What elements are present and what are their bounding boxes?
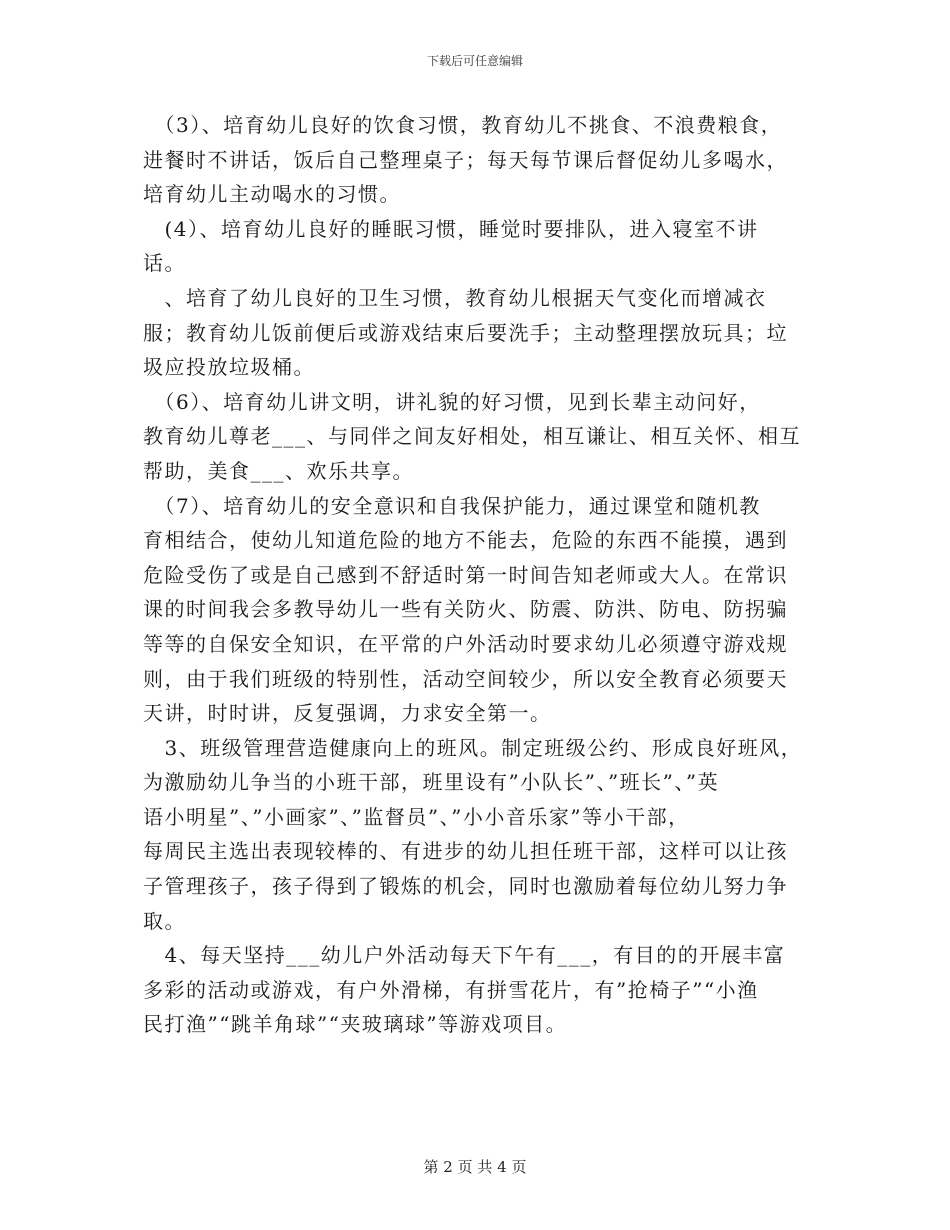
text-line: （7）、培育幼儿的安全意识和自我保护能力，通过课堂和随机教 (143, 493, 761, 518)
paragraph-class-management (143, 731, 815, 939)
text-line: 服；教育幼儿饭前便后或游戏结束后要洗手；主动整理摆放玩具；垃 (143, 320, 788, 345)
text-line: 帮助，美食___、欢乐共享。 (143, 458, 414, 483)
page-number-footer: 第 2 页 共 4 页 (423, 1158, 527, 1176)
paragraph-hygiene-habits (143, 281, 815, 385)
text-line: 培育幼儿主动喝水的习惯。 (143, 182, 401, 207)
text-line: 语小明星”、”小画家”、”监督员”、”小小音乐家”等小干部， (143, 804, 690, 829)
page-header: 下载后可任意编辑 (426, 54, 523, 68)
text-line: 子管理孩子，孩子得到了锻炼的机会，同时也激励着每位幼儿努力争 (143, 874, 788, 899)
paragraph-manners (143, 385, 815, 489)
text-line: 危险受伤了或是自己感到不舒适时第一时间告知老师或大人。在常识 (143, 562, 788, 587)
document-body (143, 108, 815, 1042)
text-line: 话。 (143, 251, 186, 276)
paragraph-safety (143, 489, 815, 731)
text-line: （3）、培育幼儿良好的饮食习惯，教育幼儿不挑食、不浪费粮食， (143, 113, 783, 137)
text-line: 则，由于我们班级的特别性，活动空间较少，所以安全教育必须要天 (143, 666, 788, 691)
paragraph-outdoor-activities (143, 938, 815, 1042)
text-line: 3、班级管理营造健康向上的班风。制定班级公约、形成良好班风， (143, 735, 803, 760)
text-line: 等等的自保安全知识，在平常的户外活动时要求幼儿必须遵守游戏规 (143, 631, 788, 656)
text-line: 4、每天坚持___幼儿户外活动每天下午有___，有目的的开展丰富 (143, 943, 786, 968)
text-line: 民打渔”“跳羊角球”“夹玻璃球”等游戏项目。 (143, 1012, 568, 1037)
text-line: 教育幼儿尊老___、与同伴之间友好相处，相互谦让、相互关怀、相互 (143, 424, 801, 449)
text-line: (4）、培育幼儿良好的睡眠习惯，睡觉时要排队，进入寝室不讲 (143, 216, 759, 241)
text-line: 为激励幼儿争当的小班干部，班里设有”小队长”、”班长”、”英 (143, 770, 720, 795)
text-line: 、培育了幼儿良好的卫生习惯，教育幼儿根据天气变化而增减衣 (143, 285, 767, 310)
text-line: 取。 (143, 908, 186, 933)
text-line: 课的时间我会多教导幼儿一些有关防火、防震、防洪、防电、防拐骗 (143, 597, 788, 622)
text-line: 育相结合，使幼儿知道危险的地方不能去，危险的东西不能摸，遇到 (143, 528, 788, 553)
paragraph-sleep-habits (143, 212, 815, 281)
text-line: 进餐时不讲话，饭后自己整理桌子；每天每节课后督促幼儿多喝水， (143, 147, 788, 172)
text-line: 每周民主选出表现较棒的、有进步的幼儿担任班干部，这样可以让孩 (143, 839, 788, 864)
text-line: 多彩的活动或游戏，有户外滑梯，有拼雪花片，有”抢椅子”“小渔 (143, 977, 759, 1002)
paragraph-diet-habits (143, 108, 815, 212)
text-line: 天讲，时时讲，反复强调，力求安全第一。 (143, 701, 552, 726)
text-line: 圾应投放垃圾桶。 (143, 355, 315, 380)
text-line: （6）、培育幼儿讲文明，讲礼貌的好习惯，见到长辈主动问好， (143, 389, 761, 414)
